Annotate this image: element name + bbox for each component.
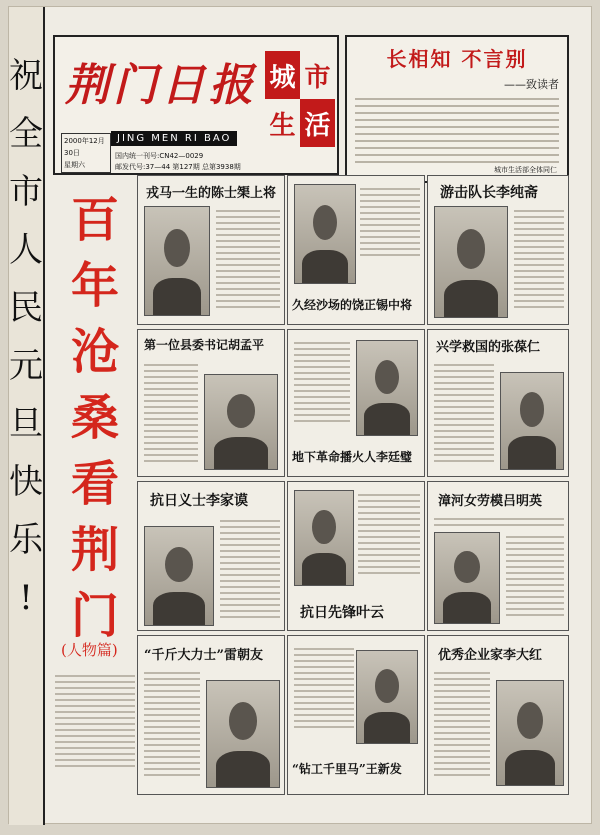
portrait-photo (204, 374, 278, 470)
feature-title-char: 门 (70, 588, 119, 644)
masthead (53, 35, 339, 175)
greeting-char: 祝 (9, 56, 43, 96)
newspaper-logo: 荆门日报 (65, 60, 257, 111)
section-char: 城 (269, 62, 296, 93)
profile-title: 抗日先锋叶云 (298, 602, 386, 622)
portrait-photo (434, 532, 500, 624)
profile-card (287, 175, 425, 325)
profile-title: 第一位县委书记胡孟平 (144, 338, 265, 352)
profile-title: 优秀企业家李大红 (436, 644, 544, 663)
greeting-char: 乐 (9, 520, 43, 560)
greeting-char: 元 (9, 346, 43, 386)
pub-info-line: 国内统一刊号:CN42—0029 (115, 152, 204, 160)
profile-card (137, 635, 285, 795)
profile-card (427, 175, 569, 325)
profile-card (287, 635, 425, 795)
portrait-photo (356, 340, 418, 436)
greeting-char: 快 (9, 462, 43, 502)
profile-text (358, 490, 420, 578)
portrait-photo (144, 206, 210, 316)
feature-title-char: 沧 (70, 324, 119, 380)
letter-body (355, 98, 559, 163)
profile-text (514, 206, 564, 312)
profile-title: 兴学救国的张葆仁 (434, 336, 542, 355)
portrait-photo (434, 206, 508, 318)
profile-card (137, 481, 285, 631)
greeting-char: 全 (9, 114, 43, 154)
greeting-char: 市 (9, 172, 43, 212)
letter-to-readers (345, 35, 569, 183)
profile-text (434, 514, 564, 530)
section-char: 生 (265, 99, 300, 147)
profile-text (434, 360, 494, 466)
portrait-photo (206, 680, 280, 788)
profile-text (294, 338, 350, 426)
profile-card (427, 329, 569, 477)
intro-text (55, 671, 135, 811)
profile-card (287, 481, 425, 631)
profile-title: 地下革命播火人李廷璧 (292, 450, 413, 464)
profile-card (137, 175, 285, 325)
date-line: 2000年12月30日 (64, 137, 105, 157)
feature-title-char: 年 (70, 258, 119, 314)
portrait-photo (500, 372, 564, 470)
feature-title-char: 荆 (70, 522, 119, 578)
greeting-char: 旦 (9, 404, 43, 444)
profile-title: “千斤大力士”雷朝友 (142, 644, 265, 663)
profile-text (506, 532, 564, 620)
profile-title: 抗日义士李家谟 (148, 490, 250, 510)
profile-title: 久经沙场的饶正锡中将 (292, 298, 413, 312)
profile-card (427, 635, 569, 795)
feature-title-char: 看 (70, 456, 119, 512)
issue-date (61, 133, 111, 173)
profile-text (360, 184, 420, 260)
profile-text (216, 206, 280, 312)
weekday-line: 星期六 (64, 161, 85, 169)
profile-text (220, 516, 280, 622)
letter-byline: ——致读者 (504, 78, 559, 91)
profile-title: 戎马一生的陈士榘上将 (144, 182, 278, 201)
portrait-photo (294, 184, 356, 284)
feature-title-char: 桑 (70, 390, 119, 446)
section-badge (265, 51, 335, 147)
letter-title: 长相知 不言别 (386, 47, 528, 71)
profile-title: 游击队长李纯斋 (438, 182, 540, 202)
portrait-photo (144, 526, 214, 626)
profile-text (144, 668, 200, 780)
feature-title (55, 187, 135, 644)
profile-card (287, 329, 425, 477)
profile-text (434, 668, 490, 780)
profile-title: 漳河女劳模吕明英 (436, 490, 544, 509)
portrait-photo (496, 680, 564, 786)
new-year-greeting-strip (9, 7, 45, 825)
section-char: 活 (304, 110, 331, 141)
profile-card (137, 329, 285, 477)
profile-title: “钻工千里马”王新发 (292, 762, 402, 776)
profile-text (294, 644, 354, 732)
publication-info (115, 151, 265, 173)
greeting-char: 人 (9, 230, 43, 270)
feature-subtitle: (人物篇) (61, 641, 118, 659)
pub-info-line: 邮发代号:37—44 第127期 总第3938期 (115, 163, 241, 171)
portrait-photo (356, 650, 418, 744)
romanized-title: JING MEN RI BAO (111, 131, 237, 146)
profile-text (144, 360, 198, 466)
newspaper-page (8, 6, 592, 824)
profile-card (427, 481, 569, 631)
section-char: 市 (300, 51, 335, 99)
letter-signature: 城市生活部全体同仁 (494, 166, 557, 174)
feature-title-char: 百 (70, 192, 119, 248)
greeting-char: ! (19, 578, 33, 618)
greeting-char: 民 (9, 288, 43, 328)
portrait-photo (294, 490, 354, 586)
